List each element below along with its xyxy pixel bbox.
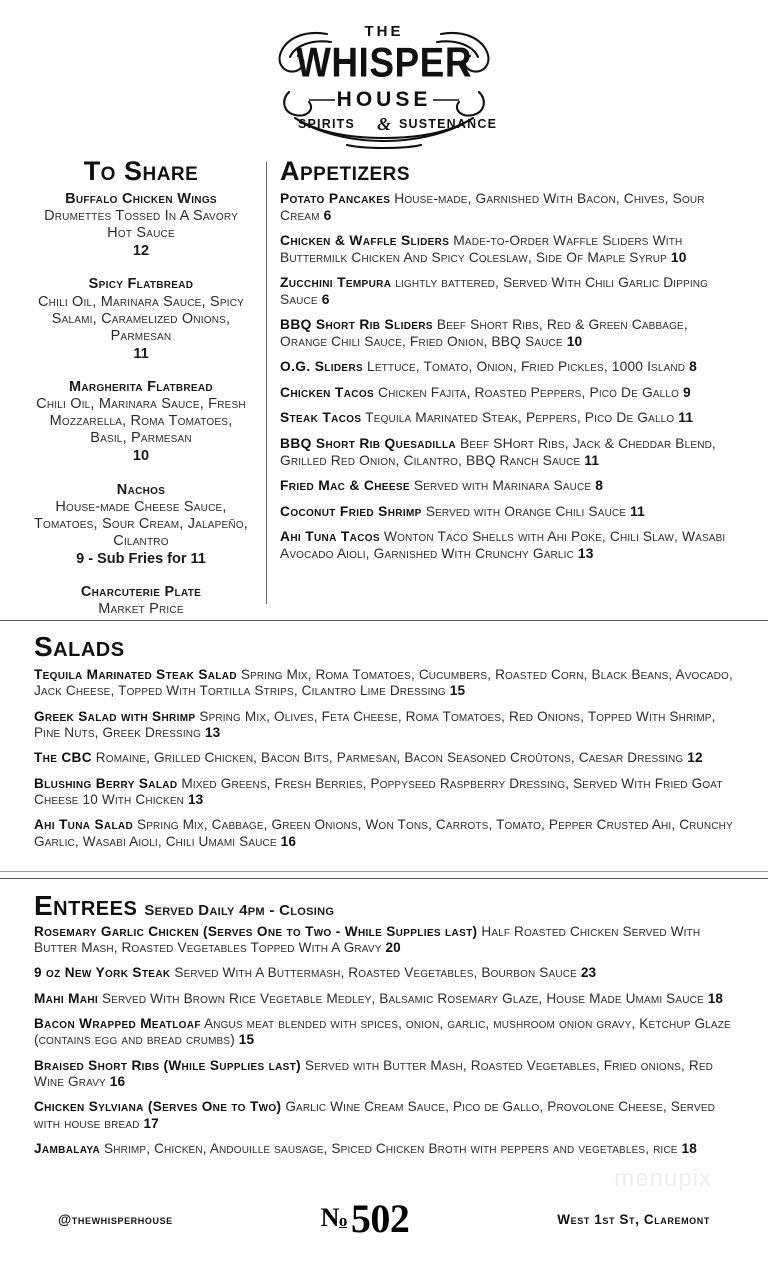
item-description: Drumettes Tossed In A Savory Hot Sauce	[44, 208, 238, 242]
item-name: Chicken Tacos	[280, 384, 375, 400]
menu-item	[34, 667, 734, 700]
top-columns	[0, 158, 768, 620]
appetizers-heading: Appetizers	[280, 156, 411, 186]
item-description: lightly battered, Served With Chili Garlic Dipping Sauce	[280, 275, 709, 307]
entrees-subtitle: Served Daily 4pm - Closing	[144, 901, 335, 919]
item-price: 11	[133, 345, 149, 362]
item-name: Bacon Wrapped Meatloaf	[34, 1016, 201, 1032]
item-name: Potato Pancakes	[280, 191, 391, 206]
item-description: Spring Mix, Olives, Feta Cheese, Roma Tomatoes, Red Onions, Topped With Shrimp, Pine Nuts, Greek Dressing	[34, 708, 716, 740]
to-share-item	[30, 584, 252, 618]
item-name: Mahi Mahi	[34, 990, 99, 1006]
whisper-house-logo-svg	[269, 14, 499, 154]
item-description: House-made Cheese Sauce, Tomatoes, Sour Cream, Jalapeño, Cilantro	[33, 498, 249, 549]
item-price: 16	[276, 833, 297, 849]
item-name: Jambalaya	[34, 1140, 101, 1156]
item-price: 23	[576, 965, 597, 981]
item-description: Beef Short Ribs, Red & Green Cabbage, Orange Chili Sauce, Fried Onion, BBQ Sauce	[280, 317, 688, 349]
item-name: Rosemary Garlic Chicken (Serves One to Two - While Supplies last)	[34, 923, 478, 939]
menu-item	[34, 1099, 734, 1132]
menupix-watermark: menupix	[614, 1165, 712, 1192]
item-price: 10	[132, 448, 150, 465]
salads-bottom-rule	[0, 871, 768, 872]
item-price: 8	[591, 478, 604, 494]
logo-the: THE	[364, 23, 404, 40]
item-name: Greek Salad with Shrimp	[34, 708, 196, 724]
menu-item	[280, 359, 738, 376]
item-price: 13	[573, 545, 594, 561]
menu-item	[34, 965, 734, 981]
item-description: Chili Oil, Marinara Sauce, Fresh Mozzarella, Roma Tomatoes, Basil, Parmesan	[36, 396, 246, 447]
street-number	[320, 1196, 410, 1241]
item-price: 9 - Sub Fries for 11	[76, 551, 206, 568]
item-name: Charcuterie Plate	[80, 584, 202, 601]
item-price: 13	[184, 791, 204, 807]
item-price: 11	[580, 452, 600, 468]
to-share-item	[30, 482, 252, 569]
menu-item	[280, 191, 738, 224]
item-description: Served with Orange Chili Sauce	[421, 503, 627, 519]
item-price: 20	[381, 940, 401, 956]
salads-section	[0, 621, 768, 871]
entrees-heading: Entrees	[34, 889, 138, 921]
item-description: Chicken Fajita, Roasted Peppers, Pico De Gallo	[374, 384, 679, 400]
item-price: 10	[562, 333, 583, 349]
number-value: 502	[350, 1196, 410, 1241]
item-price: 17	[139, 1115, 159, 1131]
item-description: Mixed Greens, Fresh Berries, Poppyseed Raspberry Dressing, Served With Fried Goat Cheese 10 With Chicken	[34, 775, 723, 807]
menu-item	[280, 410, 738, 427]
item-name: Coconut Fried Shrimp	[280, 503, 422, 519]
to-share-heading: To Share	[83, 156, 199, 186]
item-price: 15	[445, 683, 466, 699]
menu-item	[34, 776, 734, 809]
item-description: Angus meat blended with spices, onion, garlic, mushroom onion gravy, Ketchup Glaze (contains egg and bread crumbs)	[34, 1016, 731, 1048]
menu-item	[280, 233, 738, 266]
item-price: 11	[674, 410, 694, 426]
item-name: Nachos	[116, 481, 166, 498]
item-name: Fried Mac & Cheese	[280, 478, 410, 494]
item-name: Buffalo Chicken Wings	[65, 191, 217, 207]
item-name: Chicken & Waffle Sliders	[280, 233, 450, 249]
to-share-item	[30, 191, 252, 260]
item-price: 12	[132, 243, 150, 260]
item-name: Tequila Marinated Steak Salad	[34, 667, 237, 682]
menu-item	[34, 924, 734, 957]
logo-whisper: WHISPER	[295, 39, 473, 87]
menu-item	[34, 991, 734, 1007]
entrees-section	[0, 879, 768, 1157]
item-price: 15	[234, 1032, 255, 1048]
item-description: House-made, Garnished With Bacon, Chives, Sour Cream	[280, 191, 705, 223]
item-price: 6	[317, 291, 330, 307]
appetizers-column	[267, 158, 738, 620]
item-description: Half Roasted Chicken Served With Butter Mash, Roasted Vegetables Topped With A Gravy	[34, 923, 701, 956]
menu-item	[34, 817, 734, 850]
item-name: The CBC	[34, 750, 92, 766]
number-prefix: No	[320, 1203, 347, 1232]
item-name: BBQ Short Rib Sliders	[280, 317, 433, 333]
item-description: Beef SHort Ribs, Jack & Cheddar Blend, Grilled Red Onion, Cilantro, BBQ Ranch Sauce	[280, 436, 716, 468]
menu-item	[280, 436, 738, 469]
restaurant-logo	[0, 0, 768, 158]
item-description: Chili Oil, Marinara Sauce, Spicy Salami, Caramelized Onions, Parmesan	[38, 293, 244, 344]
item-description: Served with Marinara Sauce	[409, 478, 592, 494]
item-price: 10	[666, 249, 687, 265]
item-name: Steak Tacos	[280, 410, 362, 426]
to-share-item	[30, 276, 252, 363]
item-price: 13	[201, 724, 221, 740]
menu-item	[280, 504, 738, 521]
item-name: O.G. Sliders	[280, 359, 364, 375]
item-price: 8	[685, 359, 697, 375]
to-share-column	[30, 158, 266, 620]
item-name: Blushing Berry Salad	[34, 775, 178, 791]
item-name: 9 oz New York Steak	[34, 965, 171, 981]
logo-tagline-right: SUSTENANCE	[399, 117, 498, 131]
logo-house: HOUSE	[336, 88, 432, 111]
item-price: 6	[319, 207, 332, 223]
item-price: 9	[679, 384, 691, 400]
item-price: 18	[677, 1140, 697, 1156]
salads-heading: Salads	[34, 631, 125, 662]
to-share-item	[30, 379, 252, 466]
menu-item	[34, 1141, 734, 1157]
item-name: Margherita Flatbread	[69, 379, 213, 396]
footer	[0, 1191, 768, 1247]
item-description: Tequila Marinated Steak, Peppers, Pico De Gallo	[361, 410, 675, 426]
item-price: 16	[105, 1074, 126, 1089]
address: West 1st St, Claremont	[557, 1211, 710, 1227]
menu-item	[280, 275, 738, 308]
item-price: 12	[683, 750, 703, 766]
item-description: Market Price	[98, 601, 184, 618]
logo-ampersand: &	[376, 114, 392, 134]
item-description: Garlic Wine Cream Sauce, Pico de Gallo, Provolone Cheese, Served with house bread	[34, 1099, 716, 1131]
item-name: Braised Short Ribs (While Supplies last)	[34, 1057, 301, 1073]
menu-item	[34, 709, 734, 742]
menu-item	[280, 478, 738, 495]
menu-item	[34, 1016, 734, 1049]
item-price: 18	[703, 990, 724, 1006]
menu-item	[280, 317, 738, 350]
item-name: Spicy Flatbread	[88, 276, 194, 293]
item-name: Chicken Sylviana (Serves One to Two)	[34, 1099, 282, 1115]
item-description: Romaine, Grilled Chicken, Bacon Bits, Parmesan, Bacon Seasoned Croûtons, Caesar Dressing	[91, 750, 684, 766]
item-description: Lettuce, Tomato, Onion, Fried Pickles, 1000 Island	[363, 359, 686, 375]
item-description: Spring Mix, Cabbage, Green Onions, Won Tons, Carrots, Tomato, Pepper Crusted Ahi, Crunchy Garlic, Wasabi Aioli, Chili Umami Sauce	[34, 817, 733, 849]
item-description: Wonton Taco Shells with Ahi Poke, Chili Slaw, Wasabi Avocado Aioli, Garnished With Crunchy Garlic	[280, 529, 726, 561]
menu-item	[34, 750, 734, 766]
menu-item	[34, 1058, 734, 1091]
item-description: Served with Butter Mash, Roasted Vegetables, Fried onions, Red Wine Gravy	[34, 1057, 714, 1089]
item-description: Served With Brown Rice Vegetable Medley, Balsamic Rosemary Glaze, House Made Umami Sauce	[98, 990, 704, 1006]
menu-item	[280, 385, 738, 402]
item-price: 11	[626, 503, 646, 519]
item-name: Ahi Tuna Tacos	[280, 529, 380, 545]
item-name: BBQ Short Rib Quesadilla	[280, 436, 457, 452]
item-description: Spring Mix, Roma Tomatoes, Cucumbers, Roasted Corn, Black Beans, Avocado, Jack Cheese, Topped With Tortilla Strips, Cilantro Lime Dressing	[34, 667, 733, 699]
item-description: Served With A Buttermash, Roasted Vegetables, Bourbon Sauce	[170, 965, 577, 981]
item-name: Ahi Tuna Salad	[34, 817, 134, 833]
item-description: Made-to-Order Waffle Sliders With Buttermilk Chicken And Spicy Coleslaw, Side Of Maple Syrup	[280, 233, 683, 265]
social-handle: @thewhisperhouse	[58, 1211, 173, 1227]
menu-item	[280, 529, 738, 562]
item-name: Zucchini Tempura	[280, 275, 392, 291]
item-description: Shrimp, Chicken, Andouille sausage, Spiced Chicken Broth with peppers and vegetables, rice	[100, 1140, 678, 1156]
logo-tagline-left: SPIRITS	[297, 117, 355, 131]
